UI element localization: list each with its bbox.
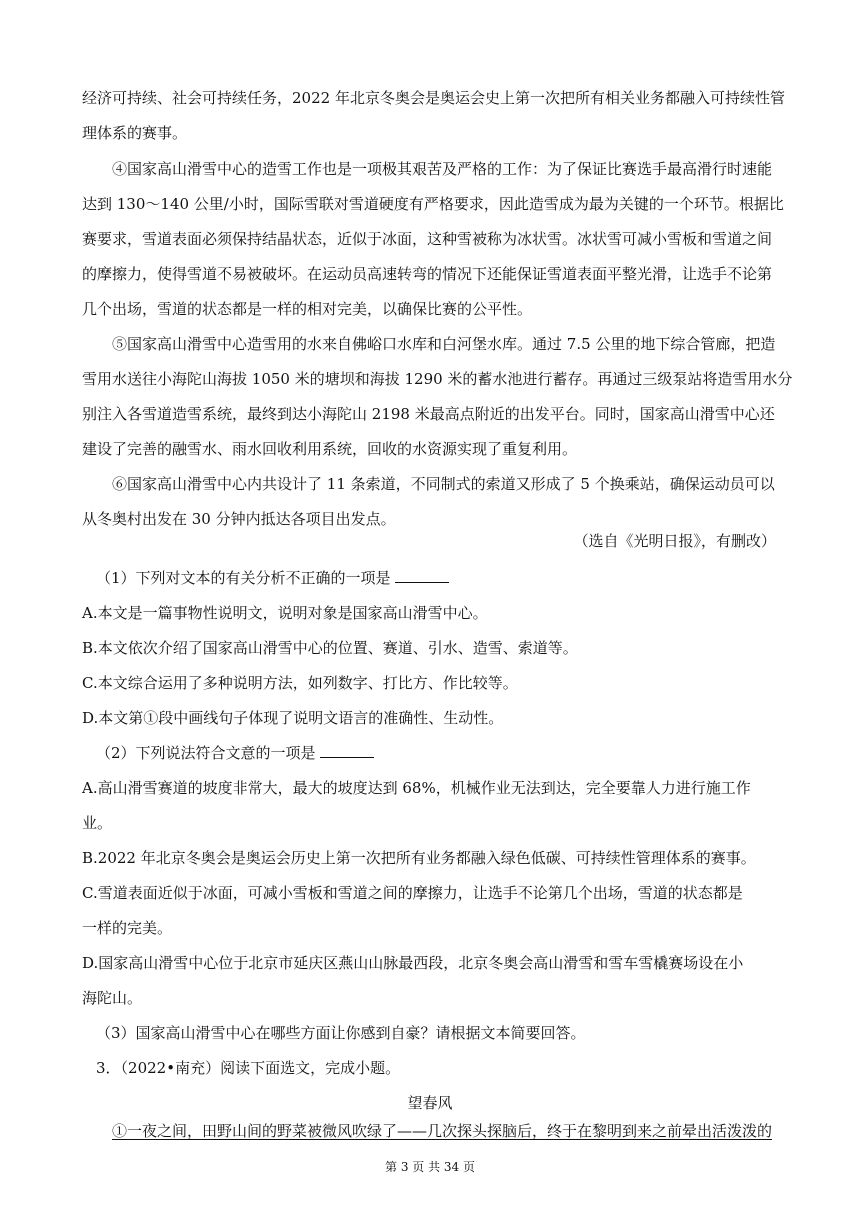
option-a: A.本文是一篇事物性说明文，说明对象是国家高山滑雪中心。 [82, 604, 488, 622]
page-footer: 第 3 页 共 34 页 [385, 1160, 475, 1174]
option-d: D.本文第①段中画线句子体现了说明文语言的准确性、生动性。 [82, 709, 504, 727]
paragraph-line: 雪用水送往小海陀山海拔 1050 米的塘坝和海拔 1290 米的蓄水池进行蓄存。再通过三级泵站将造雪用水分 [82, 370, 793, 388]
passage-first-line: ①一夜之间，田野山间的野菜被微风吹绿了——几次探头探脑后，终于在黎明到来之前晕出活泼泼的 [112, 1122, 773, 1140]
question-2 [96, 742, 374, 764]
option-a: A.高山滑雪赛道的坡度非常大，最大的坡度达到 68%，机械作业无法到达，完全要靠人力进行施工作 [82, 779, 751, 797]
paragraph-6-line: ⑥国家高山滑雪中心内共设计了 11 条索道，不同制式的索道又形成了 5 个换乘站，确保运动员可以 [112, 475, 775, 493]
option-b: B.2022 年北京冬奥会是奥运会历史上第一次把所有业务都融入绿色低碳、可持续性管理体系的赛事。 [82, 849, 756, 867]
question-2-text: （2）下列说法符合文意的一项是 [96, 744, 316, 762]
answer-blank [395, 568, 449, 583]
option-c: C.本文综合运用了多种说明方法，如列数字、打比方、作比较等。 [82, 674, 518, 692]
option-d: D.国家高山滑雪中心位于北京市延庆区燕山山脉最西段，北京冬奥会高山滑雪和雪车雪橇赛场设在小 [82, 954, 744, 972]
paragraph-line: 建设了完善的融雪水、雨水回收利用系统，回收的水资源实现了重复利用。 [82, 440, 578, 458]
paragraph-line: 理体系的赛事。 [82, 124, 188, 142]
option-d-cont: 海陀山。 [82, 989, 143, 1007]
passage-title: 望春风 [407, 1094, 453, 1112]
question-heading-3: 3．（2022•南充）阅读下面选文，完成小题。 [96, 1059, 401, 1077]
paragraph-line: 达到 130～140 公里/小时，国际雪联对雪道硬度有严格要求，因此造雪成为最为关键的一个环节。根据比 [82, 195, 784, 213]
paragraph-line: 几个出场，雪道的状态都是一样的相对完美，以确保比赛的公平性。 [82, 300, 533, 318]
source-citation: （选自《光明日报》，有删改） [573, 532, 776, 550]
option-a-cont: 业。 [82, 814, 113, 832]
paragraph-line: 从冬奥村出发在 30 分钟内抵达各项目出发点。 [82, 510, 396, 528]
question-3: （3）国家高山滑雪中心在哪些方面让你感到自豪？请根据文本简要回答。 [96, 1024, 586, 1042]
paragraph-5-line: ⑤国家高山滑雪中心造雪用的水来自佛峪口水库和白河堡水库。通过 7.5 公里的地下综合管廊，把造 [112, 335, 776, 353]
paragraph-line: 赛要求，雪道表面必须保持结晶状态，近似于冰面，这种雪被称为冰状雪。冰状雪可减小雪板和雪道之间 [82, 230, 773, 248]
paragraph-line: 经济可持续、社会可持续任务，2022 年北京冬奥会是奥运会史上第一次把所有相关业务都融入可持续性管 [82, 89, 785, 107]
question-1 [96, 567, 449, 589]
option-c-cont: 一样的完美。 [82, 919, 173, 937]
question-1-text: （1）下列对文本的有关分析不正确的一项是 [96, 569, 391, 587]
paragraph-line: 的摩擦力，使得雪道不易被破坏。在运动员高速转弯的情况下还能保证雪道表面平整光滑，让选手不论第 [82, 265, 773, 283]
paragraph-4-line: ④国家高山滑雪中心的造雪工作也是一项极其艰苦及严格的工作：为了保证比赛选手最高滑行时速能 [112, 160, 773, 178]
answer-blank [320, 743, 374, 758]
paragraph-line: 别注入各雪道造雪系统，最终到达小海陀山 2198 米最高点附近的出发平台。同时，国家高山滑雪中心还 [82, 405, 775, 423]
option-c: C.雪道表面近似于冰面，可减小雪板和雪道之间的摩擦力，让选手不论第几个出场，雪道的状态都是 [82, 884, 743, 902]
option-b: B.本文依次介绍了国家高山滑雪中心的位置、赛道、引水、造雪、索道等。 [82, 639, 578, 657]
